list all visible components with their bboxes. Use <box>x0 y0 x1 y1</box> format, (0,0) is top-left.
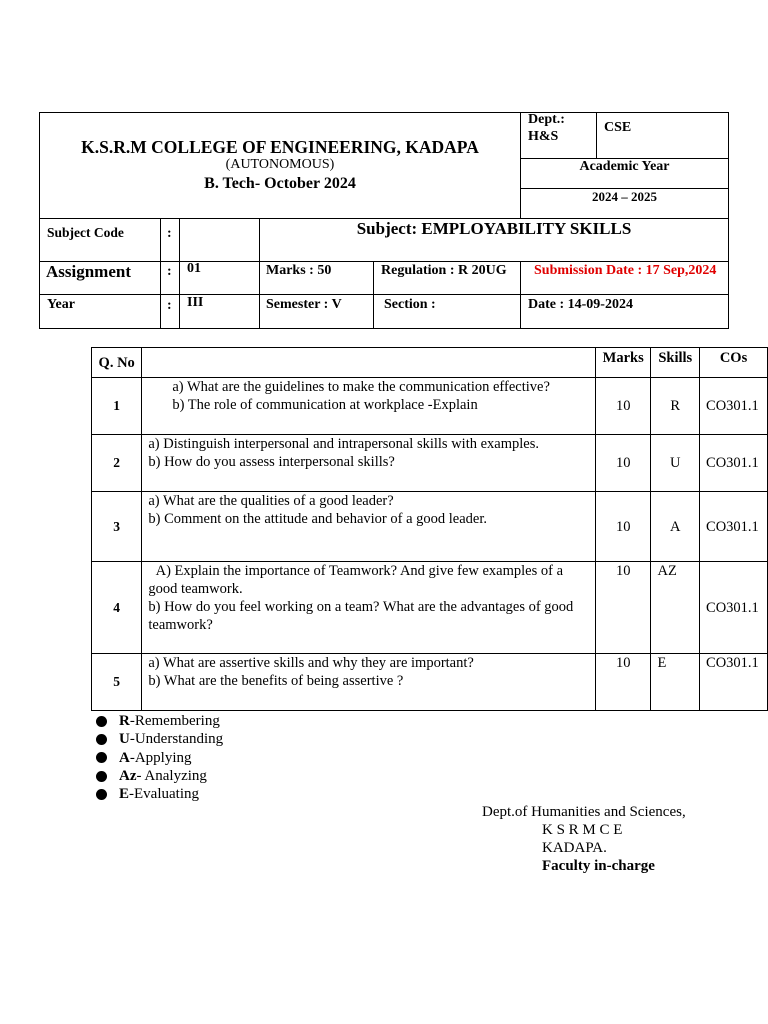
legend-text: -Applying <box>129 749 192 766</box>
subject-code-label: Subject Code <box>47 225 124 240</box>
question-marks: 10 <box>595 654 651 711</box>
regulation: Regulation : R 20UG <box>381 263 507 278</box>
question-skill: U <box>651 435 700 492</box>
footer-faculty: Faculty in-charge <box>542 858 655 874</box>
table-row <box>92 654 768 711</box>
question-marks: 10 <box>595 378 651 435</box>
question-co: CO301.1 <box>700 435 768 492</box>
question-number: 1 <box>92 378 142 435</box>
table-row <box>92 492 768 562</box>
question-marks: 10 <box>595 435 651 492</box>
legend-code: Az <box>119 767 137 784</box>
assignment-number: 01 <box>187 261 201 276</box>
question-line: a) What are assertive skills and why they are important? <box>148 655 474 671</box>
legend-text: -Evaluating <box>129 786 199 803</box>
question-table <box>91 347 768 711</box>
exam-date: Date : 14-09-2024 <box>528 297 633 312</box>
academic-year: 2024 – 2025 <box>592 189 657 204</box>
legend-item <box>96 712 223 730</box>
question-line: a) What are the guidelines to make the communication effective? <box>172 379 550 395</box>
header-question <box>142 348 596 378</box>
legend-code: A <box>119 749 130 766</box>
question-line: b) Comment on the attitude and behavior of a good leader. <box>148 511 487 527</box>
section: Section : <box>384 297 436 312</box>
question-skill: R <box>651 378 700 435</box>
table-row <box>92 435 768 492</box>
college-name: K.S.R.M COLLEGE OF ENGINEERING, KADAPA <box>81 137 479 157</box>
question-number: 5 <box>92 654 142 711</box>
academic-year-label: Academic Year <box>579 159 670 174</box>
marks-total: Marks : 50 <box>266 263 332 278</box>
autonomous-label: (AUTONOMOUS) <box>225 157 335 172</box>
legend-code: E <box>119 786 130 803</box>
subject-title: Subject: EMPLOYABILITY SKILLS <box>356 219 632 238</box>
footer-dept: Dept.of Humanities and Sciences, <box>482 804 686 820</box>
question-skill: E <box>651 654 700 711</box>
question-line: a) Distinguish interpersonal and intrapersonal skills with examples. <box>148 436 539 452</box>
question-co: CO301.1 <box>700 654 768 711</box>
bullet-icon <box>96 771 107 782</box>
bullet-icon <box>96 716 107 727</box>
table-row <box>92 378 768 435</box>
skill-legend <box>96 712 223 803</box>
question-co: CO301.1 <box>700 378 768 435</box>
legend-item <box>96 785 223 803</box>
footer-college: K S R M C E <box>542 822 623 838</box>
colon: : <box>167 298 172 313</box>
question-line: b) What are the benefits of being assertive ? <box>148 673 404 689</box>
legend-code: R <box>119 713 130 729</box>
question-skill: A <box>651 492 700 562</box>
legend-text: -Understanding <box>129 731 224 748</box>
year-label: Year <box>47 297 75 312</box>
colon: : <box>167 264 172 279</box>
question-number: 2 <box>92 435 142 492</box>
question-line: b) The role of communication at workplace -Explain <box>172 397 478 413</box>
bullet-icon <box>96 752 107 763</box>
legend-item <box>96 749 223 767</box>
question-marks: 10 <box>595 562 651 654</box>
question-text <box>142 435 596 492</box>
header-skills: Skills <box>651 348 700 378</box>
question-number: 4 <box>92 562 142 654</box>
question-skill: AZ <box>651 562 700 654</box>
footer-city: KADAPA. <box>542 840 607 856</box>
branch: CSE <box>604 120 632 135</box>
question-line: A) Explain the importance of Teamwork? And give few examples of a good teamwork. <box>148 563 567 597</box>
header-marks: Marks <box>595 348 651 378</box>
dept-label: Dept.: <box>528 112 565 127</box>
colon: : <box>167 226 172 241</box>
assignment-label: Assignment <box>46 262 132 281</box>
legend-text: -Remembering <box>129 713 220 729</box>
question-marks: 10 <box>595 492 651 562</box>
bullet-icon <box>96 734 107 745</box>
submission-date: Submission Date : 17 Sep,2024 <box>534 263 717 278</box>
question-line: b) How do you feel working on a team? What are the advantages of good teamwork? <box>148 599 574 633</box>
header-cos: COs <box>700 348 768 378</box>
question-co: CO301.1 <box>700 562 768 654</box>
legend-item <box>96 730 223 748</box>
year-value: III <box>187 295 204 310</box>
question-text <box>142 378 596 435</box>
legend-text: - Analyzing <box>136 767 207 784</box>
bullet-icon <box>96 789 107 800</box>
table-row <box>92 562 768 654</box>
question-co: CO301.1 <box>700 492 768 562</box>
dept-value: H&S <box>528 129 559 144</box>
question-text <box>142 654 596 711</box>
header-qno: Q. No <box>92 348 142 378</box>
legend-item <box>96 767 223 785</box>
semester: Semester : V <box>266 297 342 312</box>
question-text <box>142 492 596 562</box>
exam-title: B. Tech- October 2024 <box>204 175 356 192</box>
question-line: a) What are the qualities of a good leader? <box>148 493 394 509</box>
legend-code: U <box>119 731 130 748</box>
question-number: 3 <box>92 492 142 562</box>
question-line: b) How do you assess interpersonal skills? <box>148 454 395 470</box>
question-text <box>142 562 596 654</box>
